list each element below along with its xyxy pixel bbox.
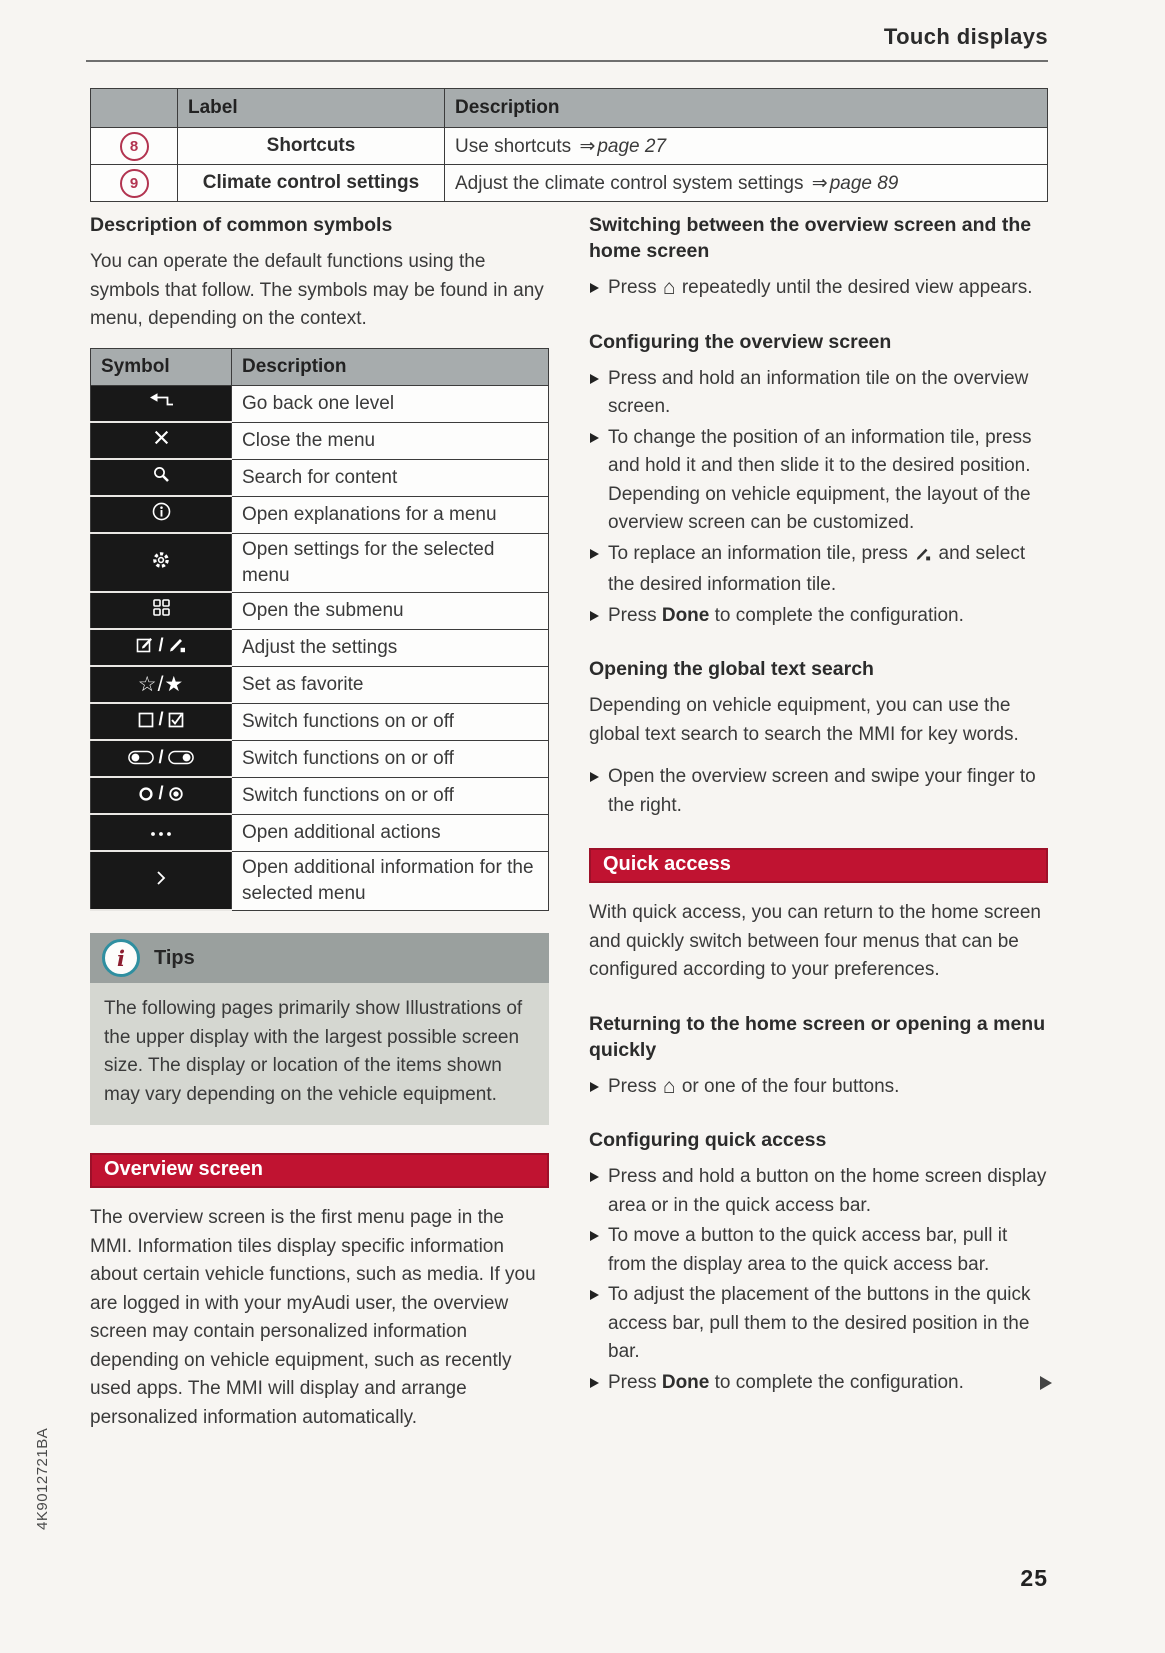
bullet-triangle-icon (590, 1290, 599, 1300)
bullet-item (589, 602, 1048, 631)
symbol-cell (91, 851, 232, 910)
description-cell: Adjust the climate control system settings ⇒ page 89 (445, 165, 1048, 202)
bullet-list (589, 1073, 1048, 1102)
radio-button-pair-icon: / (138, 783, 183, 804)
symbol-description-cell: Switch functions on or off (232, 703, 549, 740)
symbol-description-cell: Close the menu (232, 422, 549, 459)
bullet-text: Press ⌂ repeatedly until the desired view appears. (608, 276, 1033, 299)
right-column (589, 212, 1048, 1446)
bullet-text: Press Done to complete the configuration. (608, 604, 964, 626)
symbol-description-cell: Open explanations for a menu (232, 496, 549, 533)
ellipsis-icon (149, 830, 173, 838)
bullet-item (589, 1163, 1048, 1220)
bullet-triangle-icon (590, 1082, 599, 1092)
table-corner-cell (91, 89, 178, 128)
edit-pencil-icon (913, 543, 933, 572)
label-cell: Climate control settings (178, 165, 445, 202)
bullet-text: Press and hold an information tile on the overview screen. (608, 367, 1029, 417)
symbol-row (91, 740, 549, 777)
favorite-star-pair-icon: ☆/★ (137, 673, 185, 696)
circled-number: 8 (120, 132, 149, 161)
symbol-row (91, 666, 549, 703)
search-icon (152, 466, 170, 483)
info-icon (152, 502, 171, 521)
section-heading: Opening the global text search (589, 658, 874, 680)
section-heading: Description of common symbols (90, 214, 393, 236)
bullet-triangle-icon (590, 1172, 599, 1182)
symbol-row (91, 851, 549, 910)
symbol-cell (91, 533, 232, 592)
bullet-text: To replace an information tile, press and select the desired information tile. (608, 542, 1026, 595)
bullet-triangle-icon (590, 611, 599, 621)
document-code: 4K9012721BA (34, 1427, 51, 1530)
body-paragraph: The overview screen is the first menu page in the MMI. Information tiles display specific information about certain vehicle functions, such as media. If you are logged in with your myAudi user, the overview screen may contain personalized information depending on vehicle equipment, such as recently used apps. The MMI will display and arrange personalized information automatically. (90, 1207, 536, 1428)
home-icon: ⌂ (662, 1074, 676, 1098)
section-heading: Switching between the overview screen and the home screen (589, 214, 1032, 262)
bullet-item (589, 424, 1048, 538)
home-icon: ⌂ (662, 276, 676, 299)
close-icon (153, 429, 170, 446)
bullet-list (589, 763, 1048, 820)
bullet-item (589, 540, 1048, 600)
symbol-cell (91, 740, 232, 777)
symbol-row (91, 777, 549, 814)
tips-box (90, 933, 549, 1125)
bullet-text: To change the position of an information tile, press and hold it and then slide it to the desired position. Depending on vehicle equipment, the layout of the overview screen can be customized. (608, 426, 1032, 533)
symbol-row (91, 703, 549, 740)
symbol-description-cell: Switch functions on or off (232, 740, 549, 777)
bullet-text: Press Done to complete the configuration. (608, 1371, 964, 1393)
symbol-cell (91, 592, 232, 629)
bullet-triangle-icon (590, 433, 599, 443)
bullet-triangle-icon (590, 283, 599, 293)
bullet-list (589, 365, 1048, 631)
symbol-description-cell: Adjust the settings (232, 629, 549, 666)
symbol-cell (91, 459, 232, 496)
bullet-item (589, 1281, 1048, 1367)
symbol-row (91, 533, 549, 592)
red-section-banner: Overview screen (90, 1153, 549, 1188)
edit-pencil-pair-icon: / (136, 635, 185, 656)
bullet-text: To adjust the placement of the buttons in the quick access bar, pull them to the desired position in the bar. (608, 1284, 1031, 1362)
tips-text: The following pages primarily show Illustrations of the upper display with the largest possible screen size. The display or location of the items shown may vary depending on the vehicle equipment. (90, 983, 549, 1125)
header-rule (86, 60, 1048, 62)
chevron-right-icon (156, 870, 166, 886)
body-paragraph: With quick access, you can return to the home screen and quickly switch between four menus that can be configured according to your preferences. (589, 902, 1041, 980)
page-ref-arrow-icon: ⇒ (811, 172, 828, 194)
symbol-row (91, 814, 549, 851)
bullet-triangle-icon (590, 374, 599, 384)
section-heading: Configuring quick access (589, 1129, 827, 1151)
continuation-arrow-icon (1040, 1376, 1052, 1390)
symbol-cell (91, 814, 232, 851)
bullet-item (589, 1369, 1048, 1398)
page-number: 25 (1020, 1565, 1048, 1591)
description-cell: Use shortcuts ⇒ page 27 (445, 128, 1048, 165)
table-row (91, 165, 1048, 202)
symbol-table (90, 348, 549, 912)
bullet-list (589, 274, 1048, 303)
bullet-text: To move a button to the quick access bar, pull it from the display area to the quick access bar. (608, 1225, 1008, 1275)
symbol-cell (91, 703, 232, 740)
symbol-cell (91, 385, 232, 422)
checkbox-pair-icon: / (138, 709, 183, 730)
description-column-header: Description (232, 348, 549, 385)
bullet-list (589, 1163, 1048, 1397)
callout-number-cell (91, 165, 178, 202)
bullet-triangle-icon (590, 1231, 599, 1241)
symbol-cell (91, 777, 232, 814)
page-ref-arrow-icon: ⇒ (579, 135, 596, 157)
symbol-row (91, 496, 549, 533)
symbol-cell (91, 422, 232, 459)
section-heading: Returning to the home screen or opening a menu quickly (589, 1012, 1046, 1061)
label-description-table (90, 88, 1048, 202)
section-heading: Configuring the overview screen (589, 330, 892, 353)
body-paragraph: Depending on vehicle equipment, you can use the global text search to search the MMI for key words. (589, 695, 1019, 745)
bullet-item (589, 763, 1048, 820)
bullet-text: Open the overview screen and swipe your finger to the right. (608, 766, 1036, 816)
label-cell: Shortcuts (178, 128, 445, 165)
toggle-switch-pair-icon: / (128, 747, 193, 768)
symbol-description-cell: Open the submenu (232, 592, 549, 629)
left-column (90, 212, 549, 1446)
symbol-description-cell: Switch functions on or off (232, 777, 549, 814)
symbol-description-cell: Go back one level (232, 385, 549, 422)
submenu-grid-icon (152, 598, 171, 617)
bullet-text: Press ⌂ or one of the four buttons. (608, 1074, 900, 1098)
symbol-column-header: Symbol (91, 348, 232, 385)
gear-icon (151, 550, 171, 570)
label-column-header: Label (178, 89, 445, 128)
circled-number: 9 (120, 169, 149, 198)
symbol-cell (91, 496, 232, 533)
bullet-item (589, 274, 1048, 303)
symbol-cell (91, 629, 232, 666)
symbol-description-cell: Open additional information for the selected menu (232, 851, 549, 910)
symbol-description-cell: Search for content (232, 459, 549, 496)
callout-number-cell (91, 128, 178, 165)
back-arrow-icon (148, 392, 174, 408)
body-paragraph: You can operate the default functions using the symbols that follow. The symbols may be found in any menu, depending on the context. (90, 251, 544, 329)
bullet-triangle-icon (590, 1378, 599, 1388)
bullet-triangle-icon (590, 772, 599, 782)
bullet-item (589, 365, 1048, 422)
symbol-cell (91, 666, 232, 703)
red-section-banner: Quick access (589, 848, 1048, 883)
symbol-row (91, 422, 549, 459)
symbol-row (91, 629, 549, 666)
tips-title: Tips (154, 946, 195, 969)
symbol-description-cell: Open additional actions (232, 814, 549, 851)
tips-header (90, 933, 549, 983)
symbol-row (91, 592, 549, 629)
page-title: Touch displays (883, 24, 1048, 49)
symbol-row (91, 385, 549, 422)
symbol-row (91, 459, 549, 496)
bullet-triangle-icon (590, 549, 599, 559)
bullet-item (589, 1222, 1048, 1279)
bullet-item (589, 1073, 1048, 1102)
table-row (91, 128, 1048, 165)
tips-info-icon: i (102, 939, 140, 977)
two-column-body (90, 212, 1048, 1446)
description-column-header: Description (445, 89, 1048, 128)
symbol-description-cell: Set as favorite (232, 666, 549, 703)
bullet-text: Press and hold a button on the home screen display area or in the quick access bar. (608, 1166, 1047, 1216)
symbol-description-cell: Open settings for the selected menu (232, 533, 549, 592)
